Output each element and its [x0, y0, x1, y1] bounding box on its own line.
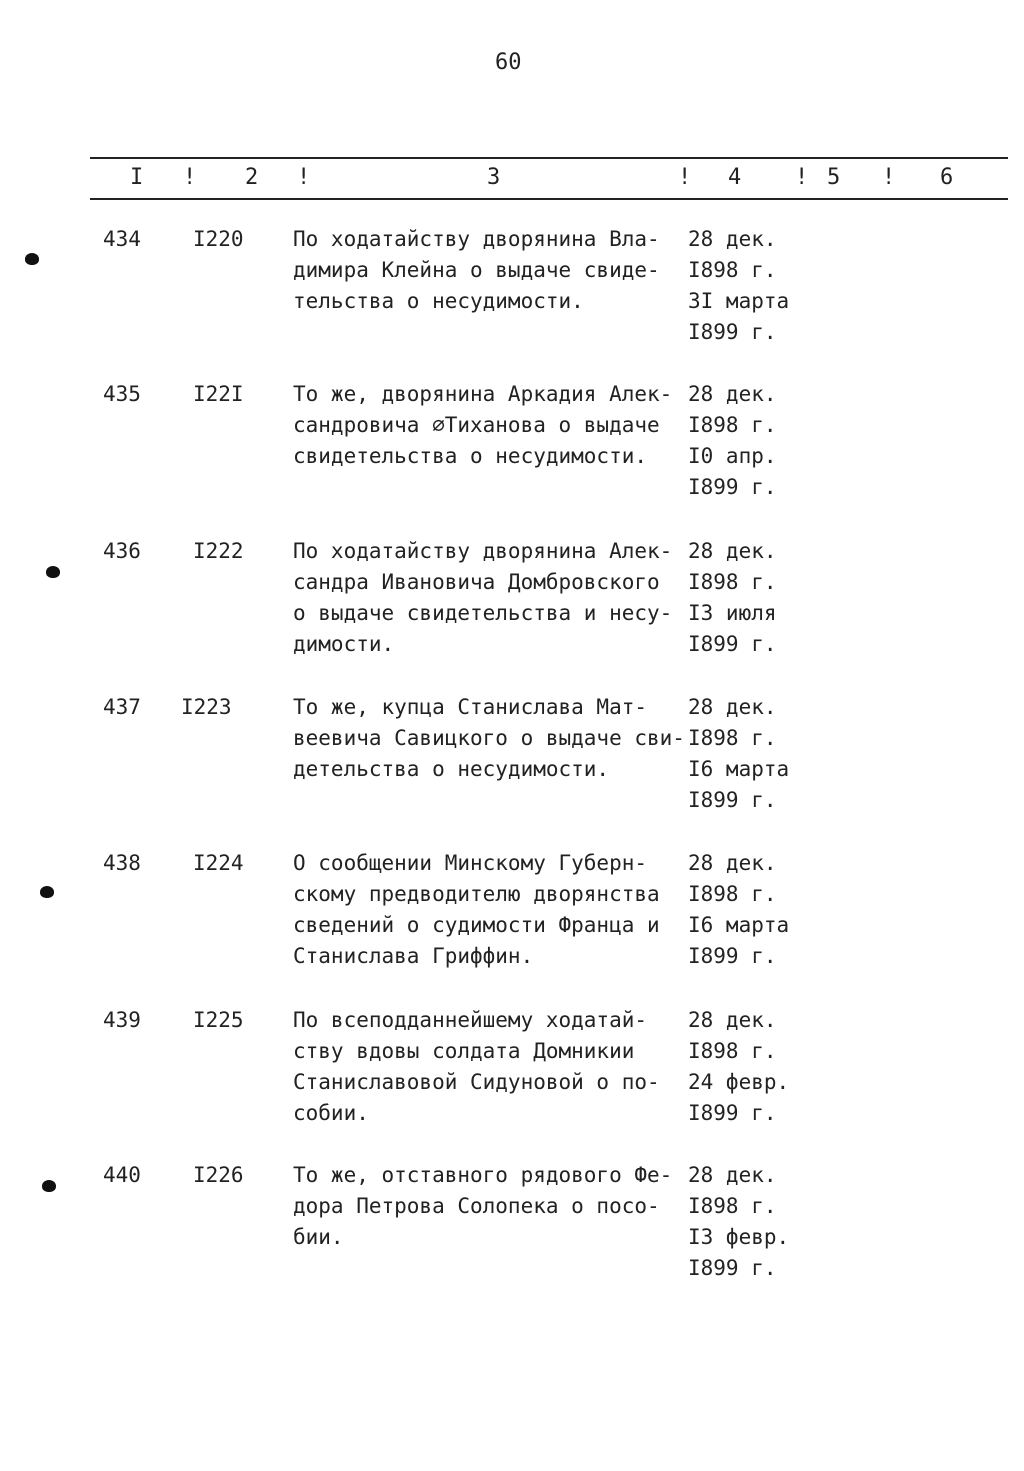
entry-dates: [688, 1005, 808, 1129]
punch-hole-mark: [46, 566, 60, 578]
date-line: I3 июля: [688, 601, 777, 625]
description-line: сведений о судимости Франца и: [293, 913, 660, 937]
date-line: I899 г.: [688, 944, 777, 968]
description-line: сандра Ивановича Домбровского: [293, 570, 660, 594]
entry-description: [293, 1160, 685, 1253]
entry-number: 439: [103, 1008, 141, 1032]
description-line: То же, дворянина Аркадия Алек-: [293, 382, 673, 406]
entry-code: I220: [193, 227, 244, 251]
date-line: 28 дек.: [688, 382, 777, 406]
description-line: По ходатайству дворянина Вла-: [293, 227, 660, 251]
header-separator: !: [882, 165, 896, 190]
entry-dates: [688, 1160, 808, 1284]
date-line: 28 дек.: [688, 539, 777, 563]
entry-number: 434: [103, 227, 141, 251]
description-line: По ходатайству дворянина Алек-: [293, 539, 673, 563]
date-line: I898 г.: [688, 1194, 777, 1218]
description-line: свидетельства о несудимости.: [293, 444, 648, 468]
date-line: I898 г.: [688, 413, 777, 437]
entry-dates: [688, 379, 808, 503]
date-line: I898 г.: [688, 258, 777, 282]
entry-number: 440: [103, 1163, 141, 1187]
punch-hole-mark: [42, 1180, 56, 1192]
header-col-6: 6: [940, 165, 954, 190]
header-col-3: 3: [487, 165, 501, 190]
page-number: 60: [495, 50, 522, 75]
punch-hole-mark: [40, 886, 54, 898]
date-line: I898 г.: [688, 570, 777, 594]
header-col-5: 5: [827, 165, 841, 190]
header-col-2: 2: [245, 165, 259, 190]
description-line: О сообщении Минскому Губерн-: [293, 851, 648, 875]
date-line: I899 г.: [688, 320, 777, 344]
entry-code: I225: [193, 1008, 244, 1032]
entry-code: I226: [193, 1163, 244, 1187]
date-line: I899 г.: [688, 632, 777, 656]
date-line: 28 дек.: [688, 1163, 777, 1187]
entry-number: 437: [103, 695, 141, 719]
date-line: I898 г.: [688, 1039, 777, 1063]
date-line: I898 г.: [688, 726, 777, 750]
header-col-4: 4: [728, 165, 742, 190]
entry-dates: [688, 224, 808, 348]
entry-dates: [688, 536, 808, 660]
date-line: I898 г.: [688, 882, 777, 906]
date-line: 28 дек.: [688, 227, 777, 251]
entry-number: 436: [103, 539, 141, 563]
header-separator: !: [795, 165, 809, 190]
header-separator: !: [297, 165, 311, 190]
header-separator: !: [183, 165, 197, 190]
description-line: Станислава Гриффин.: [293, 944, 534, 968]
entry-code: I223: [181, 695, 232, 719]
header-top-rule: [90, 157, 1008, 159]
description-line: димира Клейна о выдаче свиде-: [293, 258, 660, 282]
description-line: тельства о несудимости.: [293, 289, 584, 313]
date-line: I899 г.: [688, 788, 777, 812]
description-line: По всеподданнейшему ходатай-: [293, 1008, 648, 1032]
header-col-1: I: [130, 165, 144, 190]
description-line: детельства о несудимости.: [293, 757, 610, 781]
header-bottom-rule: [90, 198, 1008, 200]
date-line: 28 дек.: [688, 851, 777, 875]
description-line: дора Петрова Солопека о посо-: [293, 1194, 660, 1218]
entry-dates: [688, 692, 808, 816]
description-line: То же, купца Станислава Мат-: [293, 695, 648, 719]
entry-description: [293, 536, 685, 660]
date-line: I3 февр.: [688, 1225, 790, 1249]
entry-description: [293, 379, 685, 472]
entry-description: [293, 224, 685, 317]
description-line: веевича Савицкого о выдаче сви-: [293, 726, 685, 750]
date-line: I6 марта: [688, 757, 790, 781]
punch-hole-mark: [25, 253, 39, 265]
description-line: о выдаче свидетельства и несу-: [293, 601, 673, 625]
table-header: [0, 165, 1024, 191]
date-line: 28 дек.: [688, 1008, 777, 1032]
entry-number: 438: [103, 851, 141, 875]
entry-description: [293, 692, 685, 785]
description-line: скому предводителю дворянства: [293, 882, 660, 906]
header-separator: !: [678, 165, 692, 190]
date-line: 28 дек.: [688, 695, 777, 719]
description-line: бии.: [293, 1225, 344, 1249]
entry-description: [293, 1005, 685, 1129]
entry-description: [293, 848, 685, 972]
description-line: собии.: [293, 1101, 369, 1125]
description-line: Станиславовой Сидуновой о по-: [293, 1070, 660, 1094]
date-line: 3I марта: [688, 289, 790, 313]
date-line: I899 г.: [688, 1101, 777, 1125]
description-line: То же, отставного рядового Фе-: [293, 1163, 673, 1187]
date-line: I899 г.: [688, 1256, 777, 1280]
description-line: димости.: [293, 632, 395, 656]
entry-number: 435: [103, 382, 141, 406]
entry-code: I22I: [193, 382, 244, 406]
date-line: I6 марта: [688, 913, 790, 937]
date-line: I0 апр.: [688, 444, 777, 468]
entry-code: I222: [193, 539, 244, 563]
description-line: сандровича ∅Тиханова о выдаче: [293, 413, 660, 437]
date-line: I899 г.: [688, 475, 777, 499]
description-line: ству вдовы солдата Домникии: [293, 1039, 635, 1063]
entry-code: I224: [193, 851, 244, 875]
date-line: 24 февр.: [688, 1070, 790, 1094]
entry-dates: [688, 848, 808, 972]
